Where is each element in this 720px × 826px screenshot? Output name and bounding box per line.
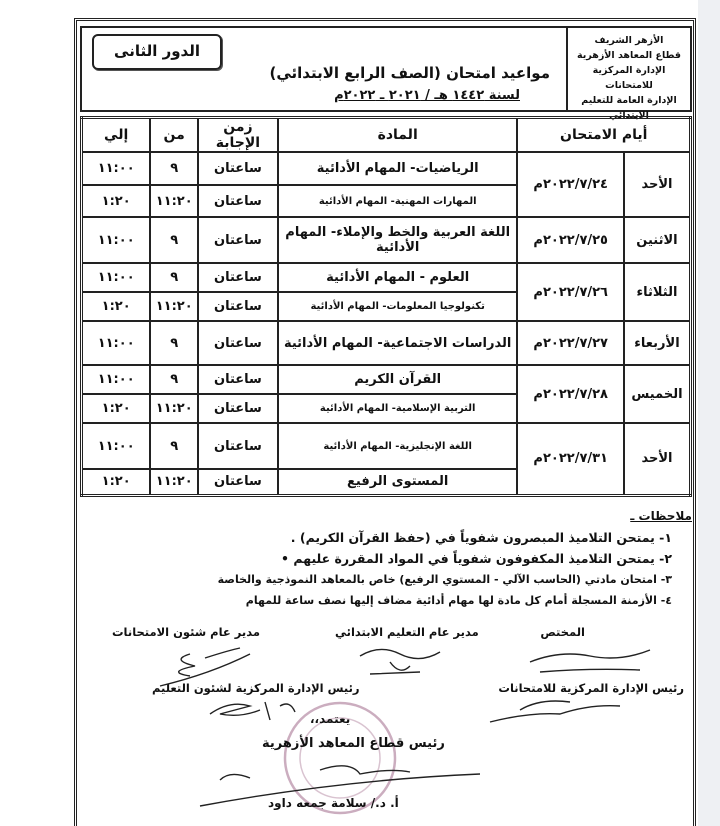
subject: القرآن الكريم	[278, 365, 518, 394]
exam-date: ٢٠٢٢/٧/٢٤م	[517, 152, 623, 217]
background-strip	[698, 0, 720, 826]
duration: ساعتان	[198, 365, 278, 394]
sector-head-name: أ. د./ سلامة جمعه داود	[268, 796, 399, 810]
signature-title-central-education: رئيس الإدارة المركزية لشئون التعليم	[152, 681, 360, 695]
org-line: الأزهر الشريف	[594, 35, 664, 46]
signature-sector-head	[190, 760, 490, 810]
notes-section	[92, 506, 692, 611]
col-header-from: من	[150, 118, 198, 153]
end-time: ١:٢٠	[82, 469, 151, 495]
document-header	[80, 26, 692, 121]
exam-date: ٢٠٢٢/٧/٢٧م	[517, 321, 623, 365]
start-time: ٩	[150, 423, 198, 469]
duration: ساعتان	[198, 152, 278, 185]
start-time: ١١:٢٠	[150, 394, 198, 423]
start-time: ١١:٢٠	[150, 292, 198, 321]
signature-title-exams-director: مدير عام شئون الامتحانات	[112, 625, 260, 639]
subject: المستوى الرفيع	[278, 469, 518, 495]
start-time: ٩	[150, 152, 198, 185]
signature-central-education	[200, 692, 310, 732]
duration: ساعتان	[198, 394, 278, 423]
note-item: ٢- يمتحن التلاميذ المكفوفون شفوياً في المواد المقررة عليهم •	[281, 551, 672, 566]
duration: ساعتان	[198, 217, 278, 263]
approval-label: يعتمد،،	[310, 712, 351, 726]
subject: اللغة الإنجليزية- المهام الأدائية	[278, 423, 518, 469]
org-line: الإدارة العامة للتعليم الابتدائي	[581, 95, 677, 121]
exam-schedule-table	[80, 116, 692, 497]
end-time: ١١:٠٠	[82, 217, 151, 263]
exam-date: ٢٠٢٢/٧/٢٦م	[517, 263, 623, 321]
academic-year: لسنة ١٤٤٢ هـ / ٢٠٢١ ـ ٢٠٢٢م	[334, 88, 520, 103]
signature-title-primary-director: مدير عام التعليم الابتدائي	[335, 625, 479, 639]
round-label: الدور الثانى	[92, 34, 222, 70]
start-time: ٩	[150, 263, 198, 292]
exam-day: الثلاثاء	[624, 263, 691, 321]
signature-primary-director	[340, 640, 460, 680]
exam-date: ٢٠٢٢/٧/٢٥م	[517, 217, 623, 263]
organization-block	[566, 28, 690, 121]
exam-day: الاثنين	[624, 217, 691, 263]
duration: ساعتان	[198, 263, 278, 292]
col-header-days: أيام الامتحان	[517, 118, 690, 153]
table-row	[82, 365, 691, 394]
exam-day: الأربعاء	[624, 321, 691, 365]
table-row	[82, 321, 691, 365]
duration: ساعتان	[198, 423, 278, 469]
subject: الدراسات الاجتماعية- المهام الأدائية	[278, 321, 518, 365]
start-time: ١١:٢٠	[150, 185, 198, 217]
page-title: مواعيد امتحان (الصف الرابع الابتدائي)	[269, 64, 550, 82]
duration: ساعتان	[198, 292, 278, 321]
org-line: الإدارة المركزية للامتحانات	[592, 65, 666, 91]
subject: التربية الإسلامية- المهام الأدائية	[278, 394, 518, 423]
signature-title-central-exams: رئيس الإدارة المركزية للامتحانات	[498, 681, 684, 695]
end-time: ١:٢٠	[82, 292, 151, 321]
table-header-row	[82, 118, 691, 153]
signature-title-sector-head: رئيس قطاع المعاهد الأزهرية	[262, 736, 445, 751]
start-time: ٩	[150, 217, 198, 263]
end-time: ١١:٠٠	[82, 263, 151, 292]
col-header-subject: المادة	[278, 118, 518, 153]
table-row	[82, 152, 691, 185]
exam-date: ٢٠٢٢/٧/٢٨م	[517, 365, 623, 423]
table-row	[82, 263, 691, 292]
end-time: ١١:٠٠	[82, 365, 151, 394]
end-time: ١١:٠٠	[82, 321, 151, 365]
subject: الرياضيات- المهام الأدائية	[278, 152, 518, 185]
note-item: ٣- امتحان مادتي (الحاسب الآلي - المستوي الرفيع) خاص بالمعاهد النموذجية والخاصة	[217, 573, 672, 586]
note-item: ٤- الأزمنة المسجلة أمام كل مادة لها مهام أدائية مضاف إليها نصف ساعة للمهام	[245, 594, 672, 607]
subject: المهارات المهنية- المهام الأدائية	[278, 185, 518, 217]
note-item: ١- يمتحن التلاميذ المبصرون شفوياً في (حفظ القرآن الكريم) .	[290, 530, 672, 545]
signature-exams-director	[150, 640, 260, 690]
table-row	[82, 217, 691, 263]
duration: ساعتان	[198, 469, 278, 495]
start-time: ٩	[150, 321, 198, 365]
subject: اللغة العربية والخط والإملاء- المهام الأدائية	[278, 217, 518, 263]
org-line: قطاع المعاهد الأزهرية	[577, 50, 681, 61]
duration: ساعتان	[198, 185, 278, 217]
end-time: ١:٢٠	[82, 394, 151, 423]
start-time: ١١:٢٠	[150, 469, 198, 495]
notes-heading: ملاحظات ـ	[630, 509, 692, 523]
subject: العلوم - المهام الأدائية	[278, 263, 518, 292]
start-time: ٩	[150, 365, 198, 394]
exam-day: الخميس	[624, 365, 691, 423]
col-header-to: إلي	[82, 118, 151, 153]
col-header-duration: زمن الإجابة	[198, 118, 278, 153]
end-time: ١:٢٠	[82, 185, 151, 217]
exam-day: الأحد	[624, 152, 691, 217]
exam-day: الأحد	[624, 423, 691, 495]
signature-specialist	[520, 640, 660, 680]
end-time: ١١:٠٠	[82, 423, 151, 469]
signature-central-exams	[480, 692, 630, 732]
signature-title-specialist: المختص	[540, 625, 585, 639]
exam-date: ٢٠٢٢/٧/٣١م	[517, 423, 623, 495]
table-row	[82, 423, 691, 469]
end-time: ١١:٠٠	[82, 152, 151, 185]
duration: ساعتان	[198, 321, 278, 365]
subject: تكنولوجيا المعلومات- المهام الأدائية	[278, 292, 518, 321]
